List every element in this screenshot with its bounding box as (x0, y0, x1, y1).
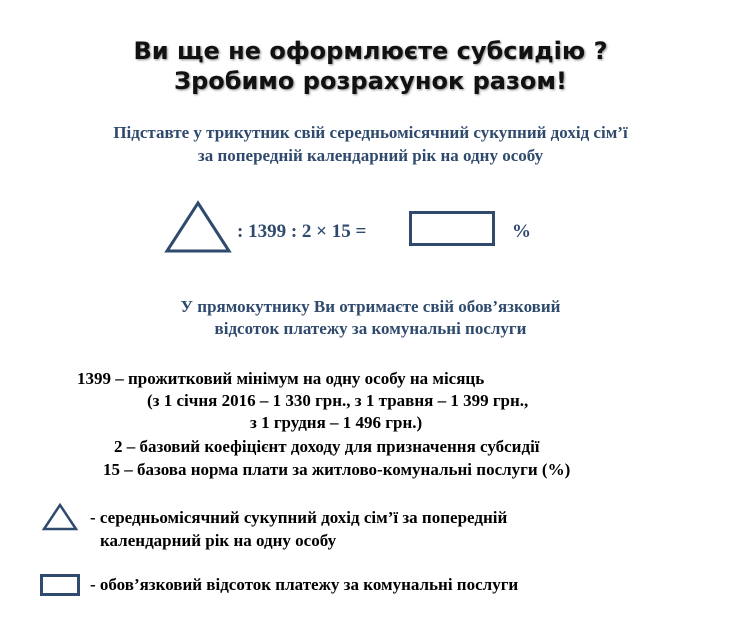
formula-expression: : 1399 : 2 × 15 = (237, 221, 367, 242)
legend-base-norm: 15 – базова норма плати за житлово-комунальні послуги (%) (103, 460, 571, 479)
instruction-line2: за попередній календарний рік на одну особу (197, 146, 544, 165)
key-triangle-description-line2: календарний рік на одну особу (100, 531, 337, 550)
percent-sign: % (512, 221, 531, 242)
key-rectangle-icon (40, 574, 80, 596)
legend-dates-line1: (з 1 січня 2016 – 1 330 грн., з 1 травня – 1 399 грн., (147, 391, 529, 410)
instruction-line1: Підставте у трикутник свій середньомісячний сукупний дохід сім’ї (113, 123, 628, 142)
legend-subsistence-minimum: 1399 – прожитковий мінімум на одну особу на місяць (77, 369, 485, 388)
key-triangle-description-line1: - середньомісячний сукупний дохід сім’ї за попередній (90, 508, 508, 527)
legend-dates-line2: з 1 грудня – 1 496 грн.) (250, 413, 423, 432)
result-explanation-line1: У прямокутнику Ви отримаєте свій обов’язковий (180, 297, 561, 316)
triangle-icon (164, 200, 232, 254)
key-triangle-icon (42, 503, 78, 531)
key-rectangle-description: - обов’язковий відсоток платежу за комунальні послуги (90, 575, 519, 594)
result-rectangle (409, 211, 495, 246)
page-title-line1: Ви ще не оформлюєте субсидію ? (133, 37, 608, 65)
result-explanation-line2: відсоток платежу за комунальні послуги (214, 319, 527, 338)
page-title-line2: Зробимо розрахунок разом! (174, 67, 567, 95)
legend-base-coefficient: 2 – базовий коефіцієнт доходу для призначення субсидії (114, 437, 540, 456)
